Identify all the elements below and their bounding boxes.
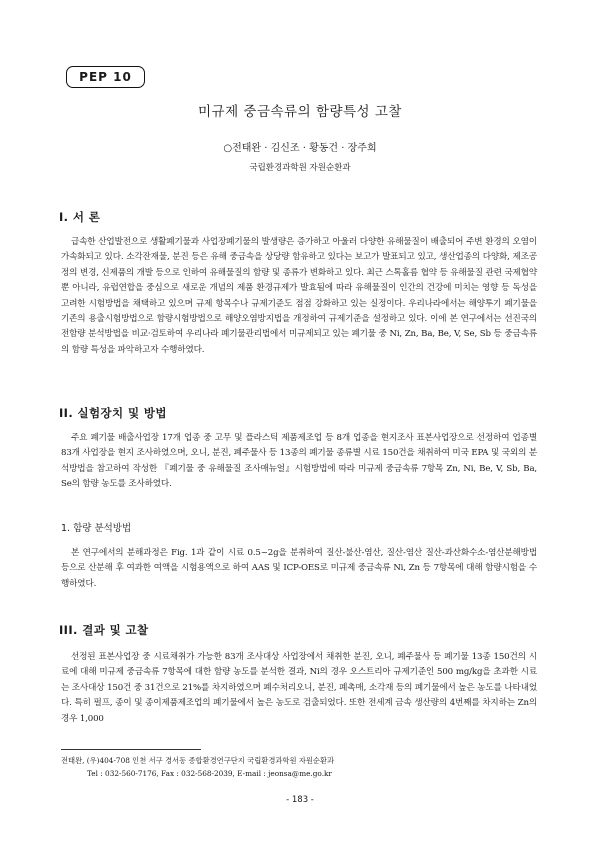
author-list: ○전태완 · 김신조 · 황동건 · 장주희 [223,143,377,154]
affiliation: 국립환경과학원 자원순환과 [249,163,351,173]
analysis-paragraph: 본 연구에서의 분해과정은 Fig. 1과 같이 시료 0.5~2g을 분취하여 질산-불산-염산, 질산-염산 질산-과산화수소-염산분해방법 등으로 산분해 후 여과한 여액을 시험용액으로 하여 AAS 및 ICP-OES로 미규제 중금속류 Ni, Zn 등 7항목에 대해 함량시험을 수행하였다. [61,548,537,589]
section-heading-methods: II. 실험장치 및 방법 [59,406,167,420]
methods-paragraph: 주요 폐기물 배출사업장 17개 업종 중 고무 및 플라스틱 제품제조업 등 8개 업종을 현지조사 표본사업장으로 선정하여 업종별 83개 사업장을 현지 조사하였으며, 오니, 분진, 폐주물사 등 13종의 폐기물 종류별 시료 150건을 채취하여 미국 EPA 및 국외의 분석방법을 참고하여 작성한 『폐기물 중 유해물질 조사매뉴얼』시험방법에 따라 미규제 중금속류 7항목 Zn, Ni, Be, V, Sb, Ba, Se의 함량 농도를 조사하였다. [61,433,537,490]
intro-paragraph: 급속한 산업발전으로 생활폐기물과 사업장폐기물의 발생량은 증가하고 아울러 다양한 유해물질이 배출되어 주변 환경의 오염이 가속화되고 있다. 소각잔재물, 분진 등은 유해 중금속을 상당량 함유하고 있다는 보고가 발표되고 있고, 생산업종의 다양화, 제조공정의 변경, 신제품의 개발 등으로 인하여 유해물질의 함량 및 종류가 변화하고 있다. 최근 스톡홀름 협약 등 유해물질 관련 국제협약뿐 아니라, 유럽연합을 중심으로 새로운 개념의 제품 환경규제가 발효됨에 따라 유해물질이 인간의 건강에 미치는 영향 등 독성을 고려한 시험방법을 채택하고 있으며 규제 항목수나 규제기준도 점점 강화하고 있는 실정이다. 우리나라에서는 해양투기 폐기물을 기존의 용출시험방법으로 함량시험방법으로 해양오염방지법을 개정하여 규제기준을 설정하고 있다. 이에 본 연구에서는 선진국의 전함량 분석방법을 비교·검토하여 우리나라 폐기물관리법에서 미규제되고 있는 폐기물 중 Ni, Zn, Ba, Be, V, Se, Sb 등 중금속류의 함량 특성을 파악하고자 수행하였다. [61,237,537,355]
session-badge: PEP 10 [66,66,145,88]
footnote [61,754,531,780]
results-paragraph: 선정된 표본사업장 중 시료채취가 가능한 83개 조사대상 사업장에서 채취한 분진, 오니, 폐주물사 등 폐기물 13종 150건의 시료에 대해 미규제 중금속류 7항목에 대한 함량 농도를 분석한 결과, Ni의 경우 오스트리아 규제기준인 500 mg/kg을 초과한 시료는 조사대상 150건 중 31건으로 21%를 차지하였으며 폐수처리오니, 분진, 폐촉매, 소각재 등의 폐기물에서 높은 농도를 나타내었다. 특히 펄프, 종이 및 종이제품제조업의 폐기물에서 높은 농도로 검출되었다. 또한 전세계 금속 생산량의 4번째를 차지하는 Zn의 경우 1,000 [61,652,537,724]
subsection-heading-analysis: 1. 함량 분석방법 [61,523,132,534]
paper-title: 미규제 중금속류의 함량특성 고찰 [198,104,402,120]
footnote-divider [61,749,201,750]
section-heading-results: III. 결과 및 고찰 [59,623,149,637]
section-heading-intro: I. 서 론 [59,210,101,224]
footnote-contact: Tel : 032-560-7176, Fax : 032-568-2039, E-mail : jeonsa@me.go.kr [87,769,332,778]
footnote-address: 전태완, (우)404-708 인천 서구 경서동 종합환경연구단지 국립환경과학원 자원순환과 [61,756,335,765]
page-number: - 183 - [286,795,314,805]
